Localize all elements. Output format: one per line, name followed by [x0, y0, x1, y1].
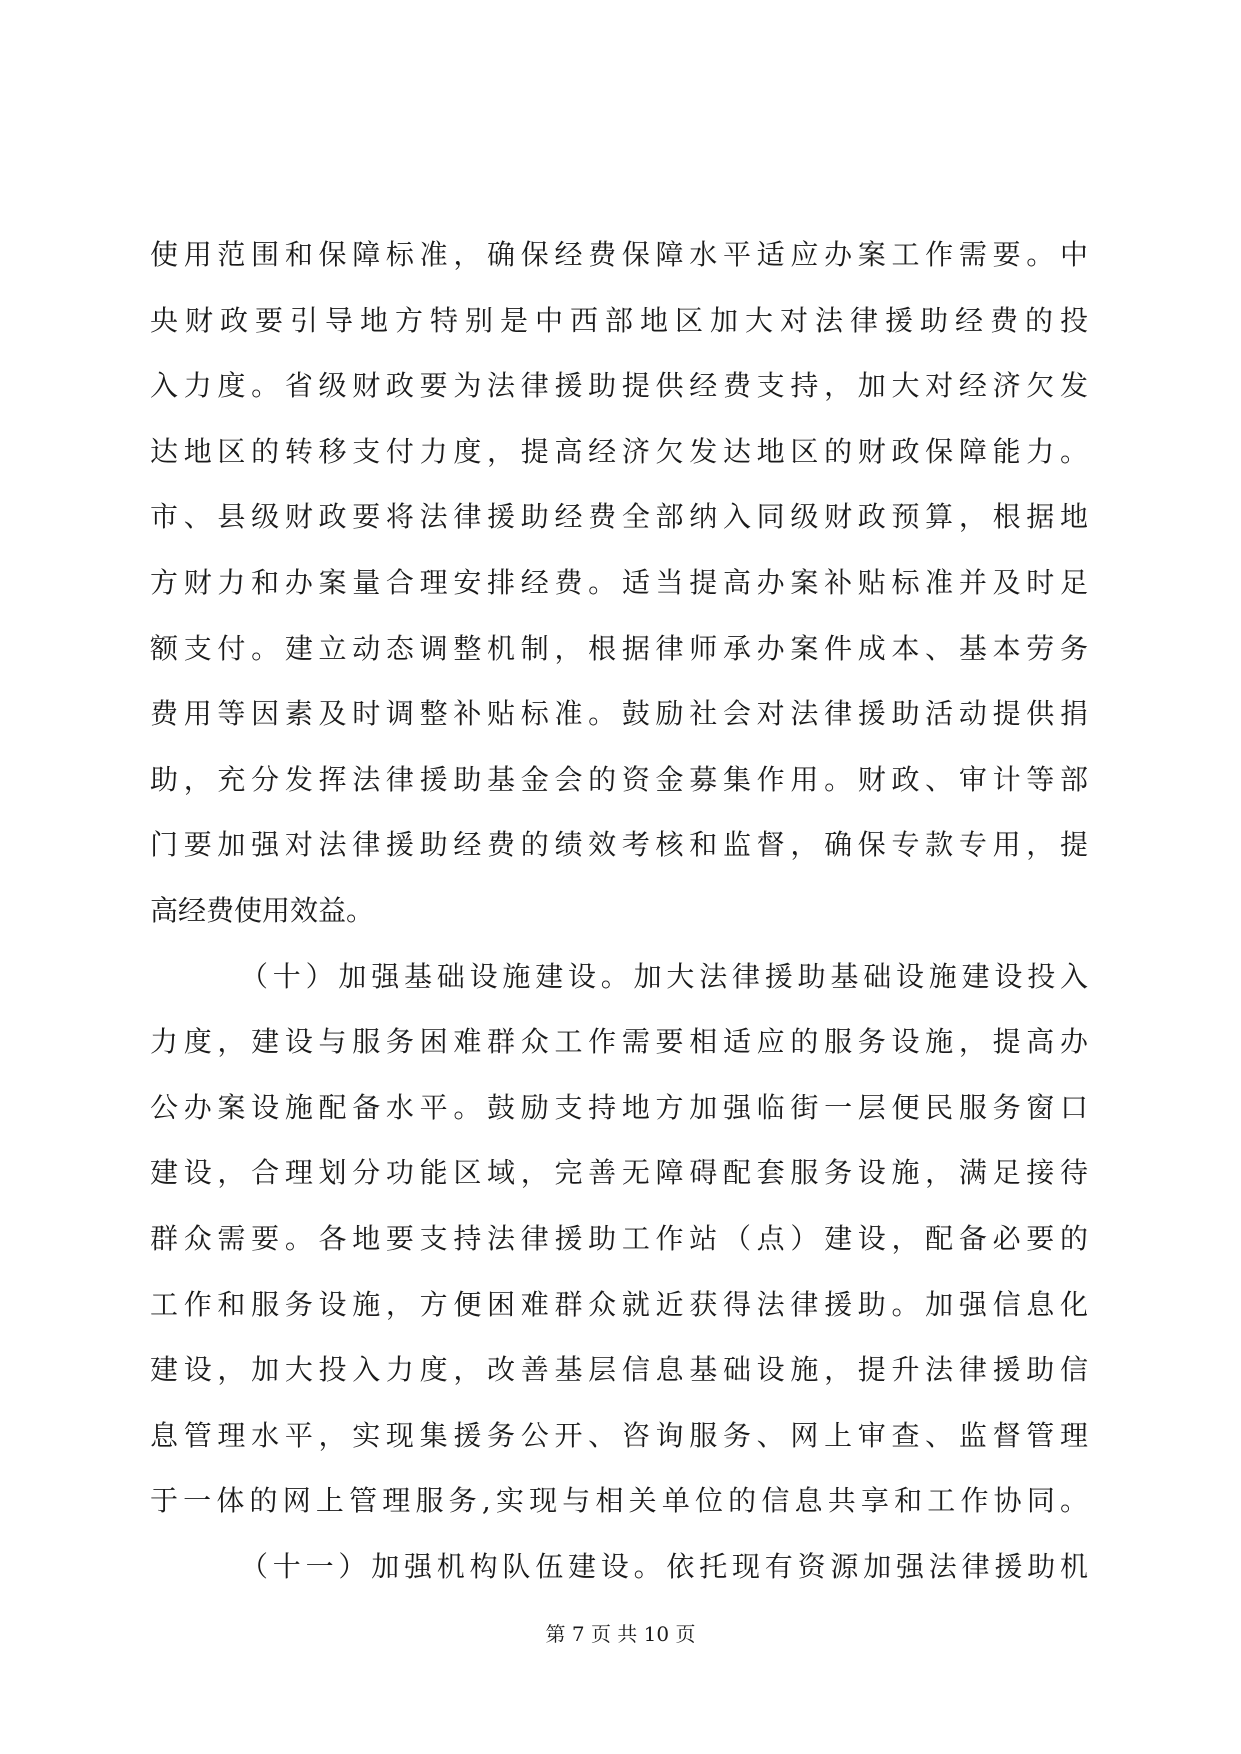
text-line: 建设，合理划分功能区域，完善无障碍配套服务设施，满足接待	[150, 1156, 1088, 1190]
text-line: 央财政要引导地方特别是中西部地区加大对法律援助经费的投	[150, 303, 1088, 337]
text-line: 工作和服务设施，方便困难群众就近获得法律援助。加强信息化	[150, 1287, 1088, 1321]
text-line: 助，充分发挥法律援助基金会的资金募集作用。财政、审计等部	[150, 762, 1088, 796]
text-line: 费用等因素及时调整补贴标准。鼓励社会对法律援助活动提供捐	[150, 697, 1088, 731]
text-line-paragraph-end: 高经费使用效益。	[150, 893, 375, 927]
text-line: 群众需要。各地要支持法律援助工作站（点）建设，配备必要的	[150, 1221, 1088, 1255]
page-number-footer: 第 7 页 共 10 页	[545, 1622, 696, 1646]
text-line: 达地区的转移支付力度，提高经济欠发达地区的财政保障能力。	[150, 434, 1088, 468]
text-line: 力度，建设与服务困难群众工作需要相适应的服务设施，提高办	[150, 1025, 1088, 1059]
text-line: 于一体的网上管理服务,实现与相关单位的信息共享和工作协同。	[150, 1484, 1088, 1518]
text-line: 市、县级财政要将法律援助经费全部纳入同级财政预算，根据地	[150, 500, 1088, 534]
text-line: 门要加强对法律援助经费的绩效考核和监督，确保专款专用，提	[150, 828, 1088, 862]
text-line: 方财力和办案量合理安排经费。适当提高办案补贴标准并及时足	[150, 565, 1088, 599]
text-line: 使用范围和保障标准，确保经费保障水平适应办案工作需要。中	[150, 238, 1088, 271]
body-text	[150, 222, 1088, 1599]
section-eleven-heading-line: （十一）加强机构队伍建设。依托现有资源加强法律援助机	[240, 1549, 1088, 1583]
section-ten-heading-line: （十）加强基础设施建设。加大法律援助基础设施建设投入	[240, 959, 1088, 993]
text-line: 额支付。建立动态调整机制，根据律师承办案件成本、基本劳务	[150, 631, 1088, 665]
text-line: 息管理水平，实现集援务公开、咨询服务、网上审查、监督管理	[150, 1418, 1088, 1452]
text-line: 公办案设施配备水平。鼓励支持地方加强临街一层便民服务窗口	[150, 1090, 1088, 1124]
text-line: 建设，加大投入力度，改善基层信息基础设施，提升法律援助信	[150, 1353, 1088, 1387]
text-line: 入力度。省级财政要为法律援助提供经费支持，加大对经济欠发	[150, 369, 1088, 403]
